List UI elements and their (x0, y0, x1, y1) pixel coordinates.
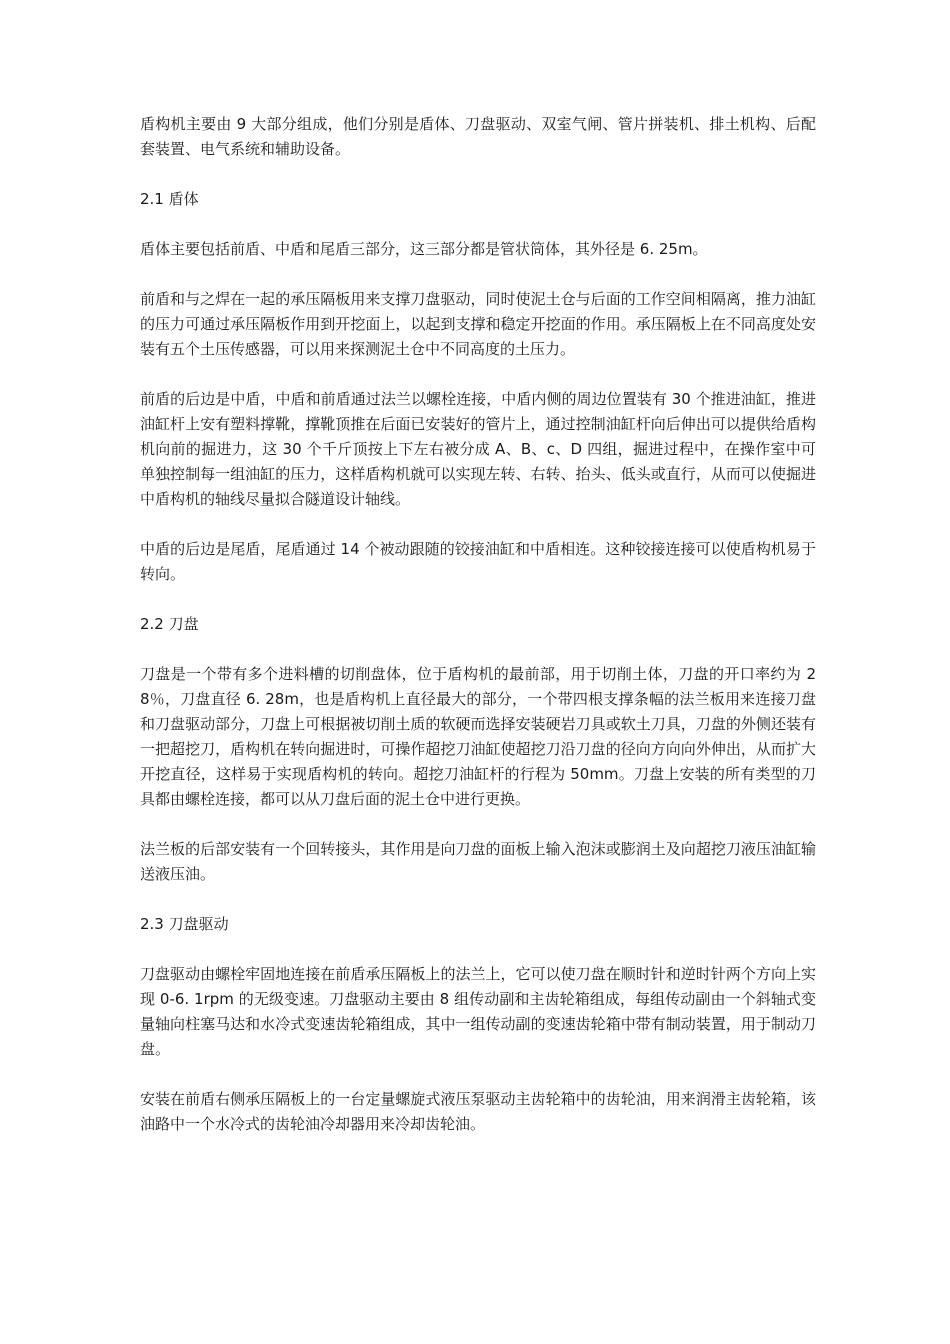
section-heading-2-1: 2.1 盾体 (140, 190, 199, 208)
paragraph-intro: 盾构机主要由 9 大部分组成，他们分别是盾体、刀盘驱动、双室气闸、管片拼装机、排土机构、后配套装置、电气系统和辅助设备。 (140, 115, 816, 158)
paragraph-gear-oil: 安装在前盾右侧承压隔板上的一台定量螺旋式液压泵驱动主齿轮箱中的齿轮油，用来润滑主齿轮箱，该油路中一个水冷式的齿轮油冷却器用来冷却齿轮油。 (140, 1090, 816, 1133)
paragraph-tail-shield: 中盾的后边是尾盾，尾盾通过 14 个被动跟随的铰接油缸和中盾相连。这种铰接连接可以使盾构机易于转向。 (140, 540, 816, 583)
paragraph-cutterhead-drive: 刀盘驱动由螺栓牢固地连接在前盾承压隔板上的法兰上，它可以使刀盘在顺时针和逆时针两个方向上实现 0-6. 1rpm 的无级变速。刀盘驱动主要由 8 组传动副和主齿轮箱组成，每组传动副由一个斜轴式变量轴向柱塞马达和水冷式变速齿轮箱组成，其中一组传动副的变速齿轮箱中带有制动装置，用于制动刀盘。 (140, 965, 816, 1058)
document-body (140, 112, 816, 1162)
paragraph-cutterhead: 刀盘是一个带有多个进料槽的切削盘体，位于盾构机的最前部，用于切削土体，刀盘的开口率约为 28％，刀盘直径 6. 28m，也是盾构机上直径最大的部分，一个带四根支撑条幅的法兰板用来连接刀盘和刀盘驱动部分，刀盘上可根据被切削土质的软硬而选择安装硬岩刀具或软土刀具，刀盘的外侧还装有一把超挖刀，盾构机在转向掘进时，可操作超挖刀油缸使超挖刀沿刀盘的径向方向向外伸出，从而扩大开挖直径，这样易于实现盾构机的转向。超挖刀油缸杆的行程为 50mm。刀盘上安装的所有类型的刀具都由螺栓连接，都可以从刀盘后面的泥土仓中进行更换。 (140, 665, 816, 808)
paragraph-front-shield: 前盾和与之焊在一起的承压隔板用来支撑刀盘驱动，同时使泥土仓与后面的工作空间相隔离，推力油缸的压力可通过承压隔板作用到开挖面上，以起到支撑和稳定开挖面的作用。承压隔板上在不同高度处安装有五个土压传感器，可以用来探测泥土仓中不同高度的土压力。 (140, 290, 816, 358)
paragraph-flange-plate: 法兰板的后部安装有一个回转接头，其作用是向刀盘的面板上输入泡沫或膨润土及向超挖刀液压油缸输送液压油。 (140, 840, 816, 883)
paragraph-shield-body: 盾体主要包括前盾、中盾和尾盾三部分，这三部分都是管状筒体，其外径是 6. 25m。 (140, 240, 708, 258)
section-heading-2-3: 2.3 刀盘驱动 (140, 915, 229, 933)
section-heading-2-2: 2.2 刀盘 (140, 615, 199, 633)
paragraph-middle-shield: 前盾的后边是中盾，中盾和前盾通过法兰以螺栓连接，中盾内侧的周边位置装有 30 个推进油缸，推进油缸杆上安有塑料撑靴，撑靴顶推在后面已安装好的管片上，通过控制油缸杆向后伸出可以提供给盾构机向前的掘进力，这 30 个千斤顶按上下左右被分成 A、B、c、D 四组，掘进过程中，在操作室中可单独控制每一组油缸的压力，这样盾构机就可以实现左转、右转、抬头、低头或直行，从而可以使掘进中盾构机的轴线尽量拟合隧道设计轴线。 (140, 390, 816, 508)
